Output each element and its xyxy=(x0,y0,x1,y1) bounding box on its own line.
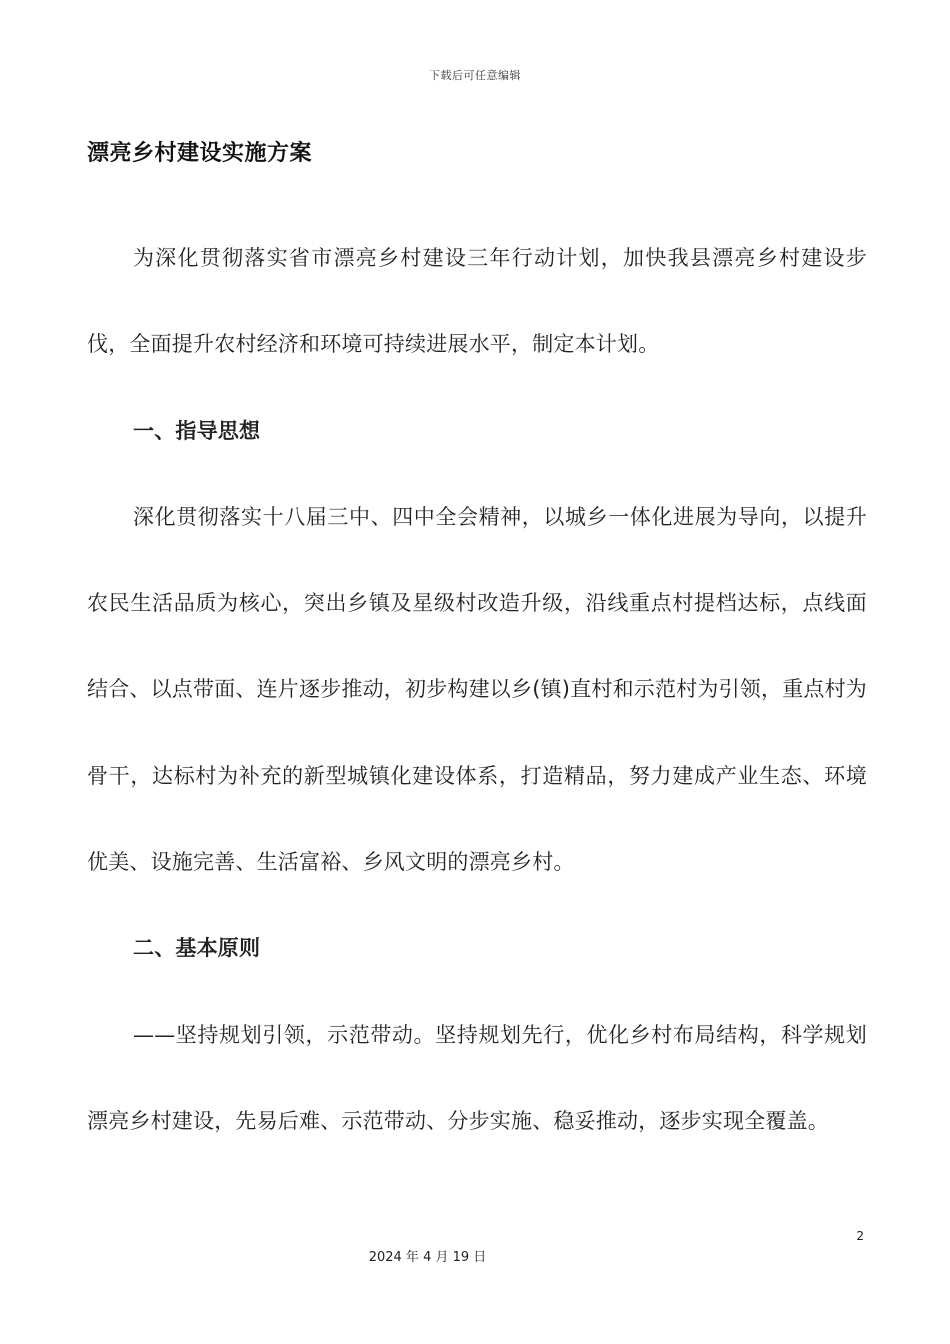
guiding-ideology-paragraph: 深化贯彻落实十八届三中、四中全会精神，以城乡一体化进展为导向，以提升农民生活品质为核心，突出乡镇及星级村改造升级，沿线重点村提档达标，点线面结合、以点带面、连片逐步推动，初步构建以乡(镇)直村和示范村为引领，重点村为骨干，达标村为补充的新型城镇化建设体系，打造精品，努力建成产业生态、环境优美、设施完善、生活富裕、乡风文明的漂亮乡村。 xyxy=(87,504,867,875)
intro-paragraph: 为深化贯彻落实省市漂亮乡村建设三年行动计划，加快我县漂亮乡村建设步伐，全面提升农村经济和环境可持续进展水平，制定本计划。 xyxy=(87,246,867,357)
section-heading-basic-principles: 二、基本原则 xyxy=(133,936,261,961)
section-heading-guiding-ideology: 一、指导思想 xyxy=(133,418,261,443)
document-title: 漂亮乡村建设实施方案 xyxy=(87,141,313,166)
basic-principles-paragraph: ——坚持规划引领，示范带动。坚持规划先行，优化乡村布局结构，科学规划漂亮乡村建设，先易后难、示范带动、分步实施、稳妥推动，逐步实现全覆盖。 xyxy=(87,1022,867,1133)
footer-date: 2024 年 4 月 19 日 xyxy=(368,1250,487,1265)
page-number: 2 xyxy=(856,1229,864,1243)
header-note: 下载后可任意编辑 xyxy=(429,69,521,82)
document-body xyxy=(87,215,867,1164)
